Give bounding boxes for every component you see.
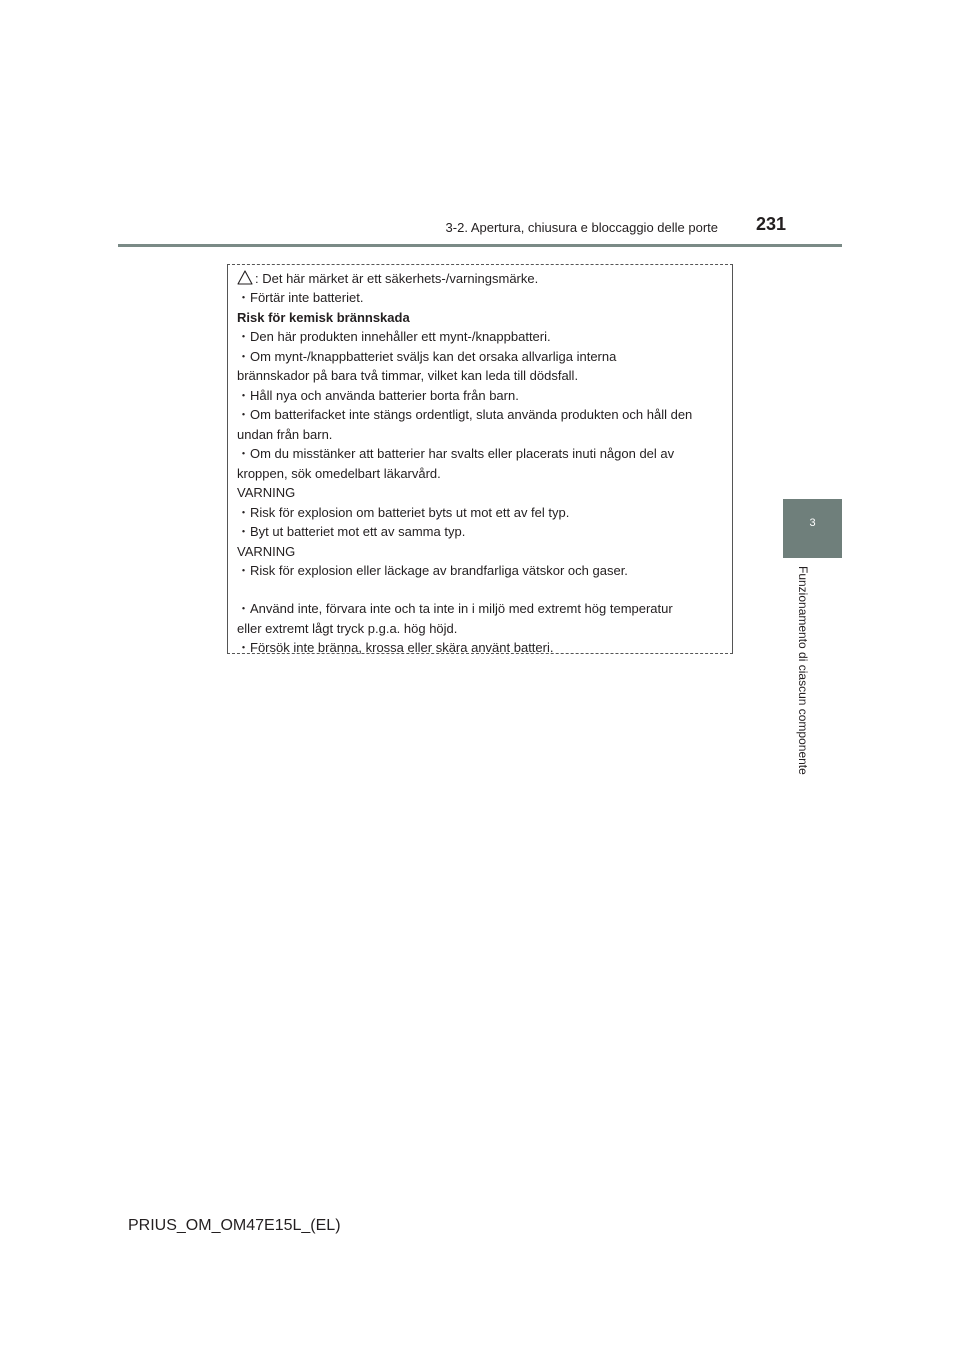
warning-heading-chemical-burn: Risk för kemisk brännskada [237,310,410,325]
warning-heading-varning-1: VARNING [237,485,296,500]
warning-line-9: undan från barn. [237,427,333,442]
chapter-title: Funzionamento di ciascun componente [796,566,810,775]
warning-line-11: kroppen, sök omedelbart läkarvård. [237,466,441,481]
footer-doc-id: PRIUS_OM_OM47E15L_(EL) [128,1217,341,1234]
warning-line-17: ・Använd inte, förvara inte och ta inte in i miljö med extremt hög temperatur [237,601,673,616]
section-title: 3-2. Apertura, chiusura e bloccaggio delle porte [445,220,718,235]
warning-line-18: eller extremt lågt tryck p.g.a. hög höjd. [237,621,458,636]
warning-line-7: ・Håll nya och använda batterier borta från barn. [237,388,519,403]
page-number: 231 [755,214,786,234]
warning-line-14: ・Byt ut batteriet mot ett av samma typ. [237,524,466,539]
chapter-number: 3 [809,517,816,529]
warning-line-6: brännskador på bara två timmar, vilket kan leda till dödsfall. [237,368,579,383]
warning-line-13: ・Risk för explosion om batteriet byts ut mot ett av fel typ. [237,505,570,520]
warning-triangle-icon [237,270,253,289]
chapter-tab [783,499,842,558]
page-header [118,214,842,244]
warning-line-16: ・Risk för explosion eller läckage av brandfarliga vätskor och gaser. [237,563,628,578]
warning-line-1 [237,270,538,289]
warning-line-10: ・Om du misstänker att batterier har svalts eller placerats inuti någon del av [237,446,675,461]
chapter-side-label [796,566,810,796]
battery-warning-box [227,264,733,654]
warning-heading-varning-2: VARNING [237,544,296,559]
header-divider [118,244,842,247]
warning-line-19: ・Försök inte bränna, krossa eller skära använt batteri. [237,640,554,655]
warning-line-4: ・Den här produkten innehåller ett mynt-/knappbatteri. [237,329,551,344]
warning-line-5: ・Om mynt-/knappbatteriet sväljs kan det orsaka allvarliga interna [237,349,617,364]
warning-line-2: ・Förtär inte batteriet. [237,290,364,305]
warning-line-8: ・Om batterifacket inte stängs ordentligt, sluta använda produkten och håll den [237,407,693,422]
warning-symbol-caption: : Det här märket är ett säkerhets-/varningsmärke. [255,271,539,286]
